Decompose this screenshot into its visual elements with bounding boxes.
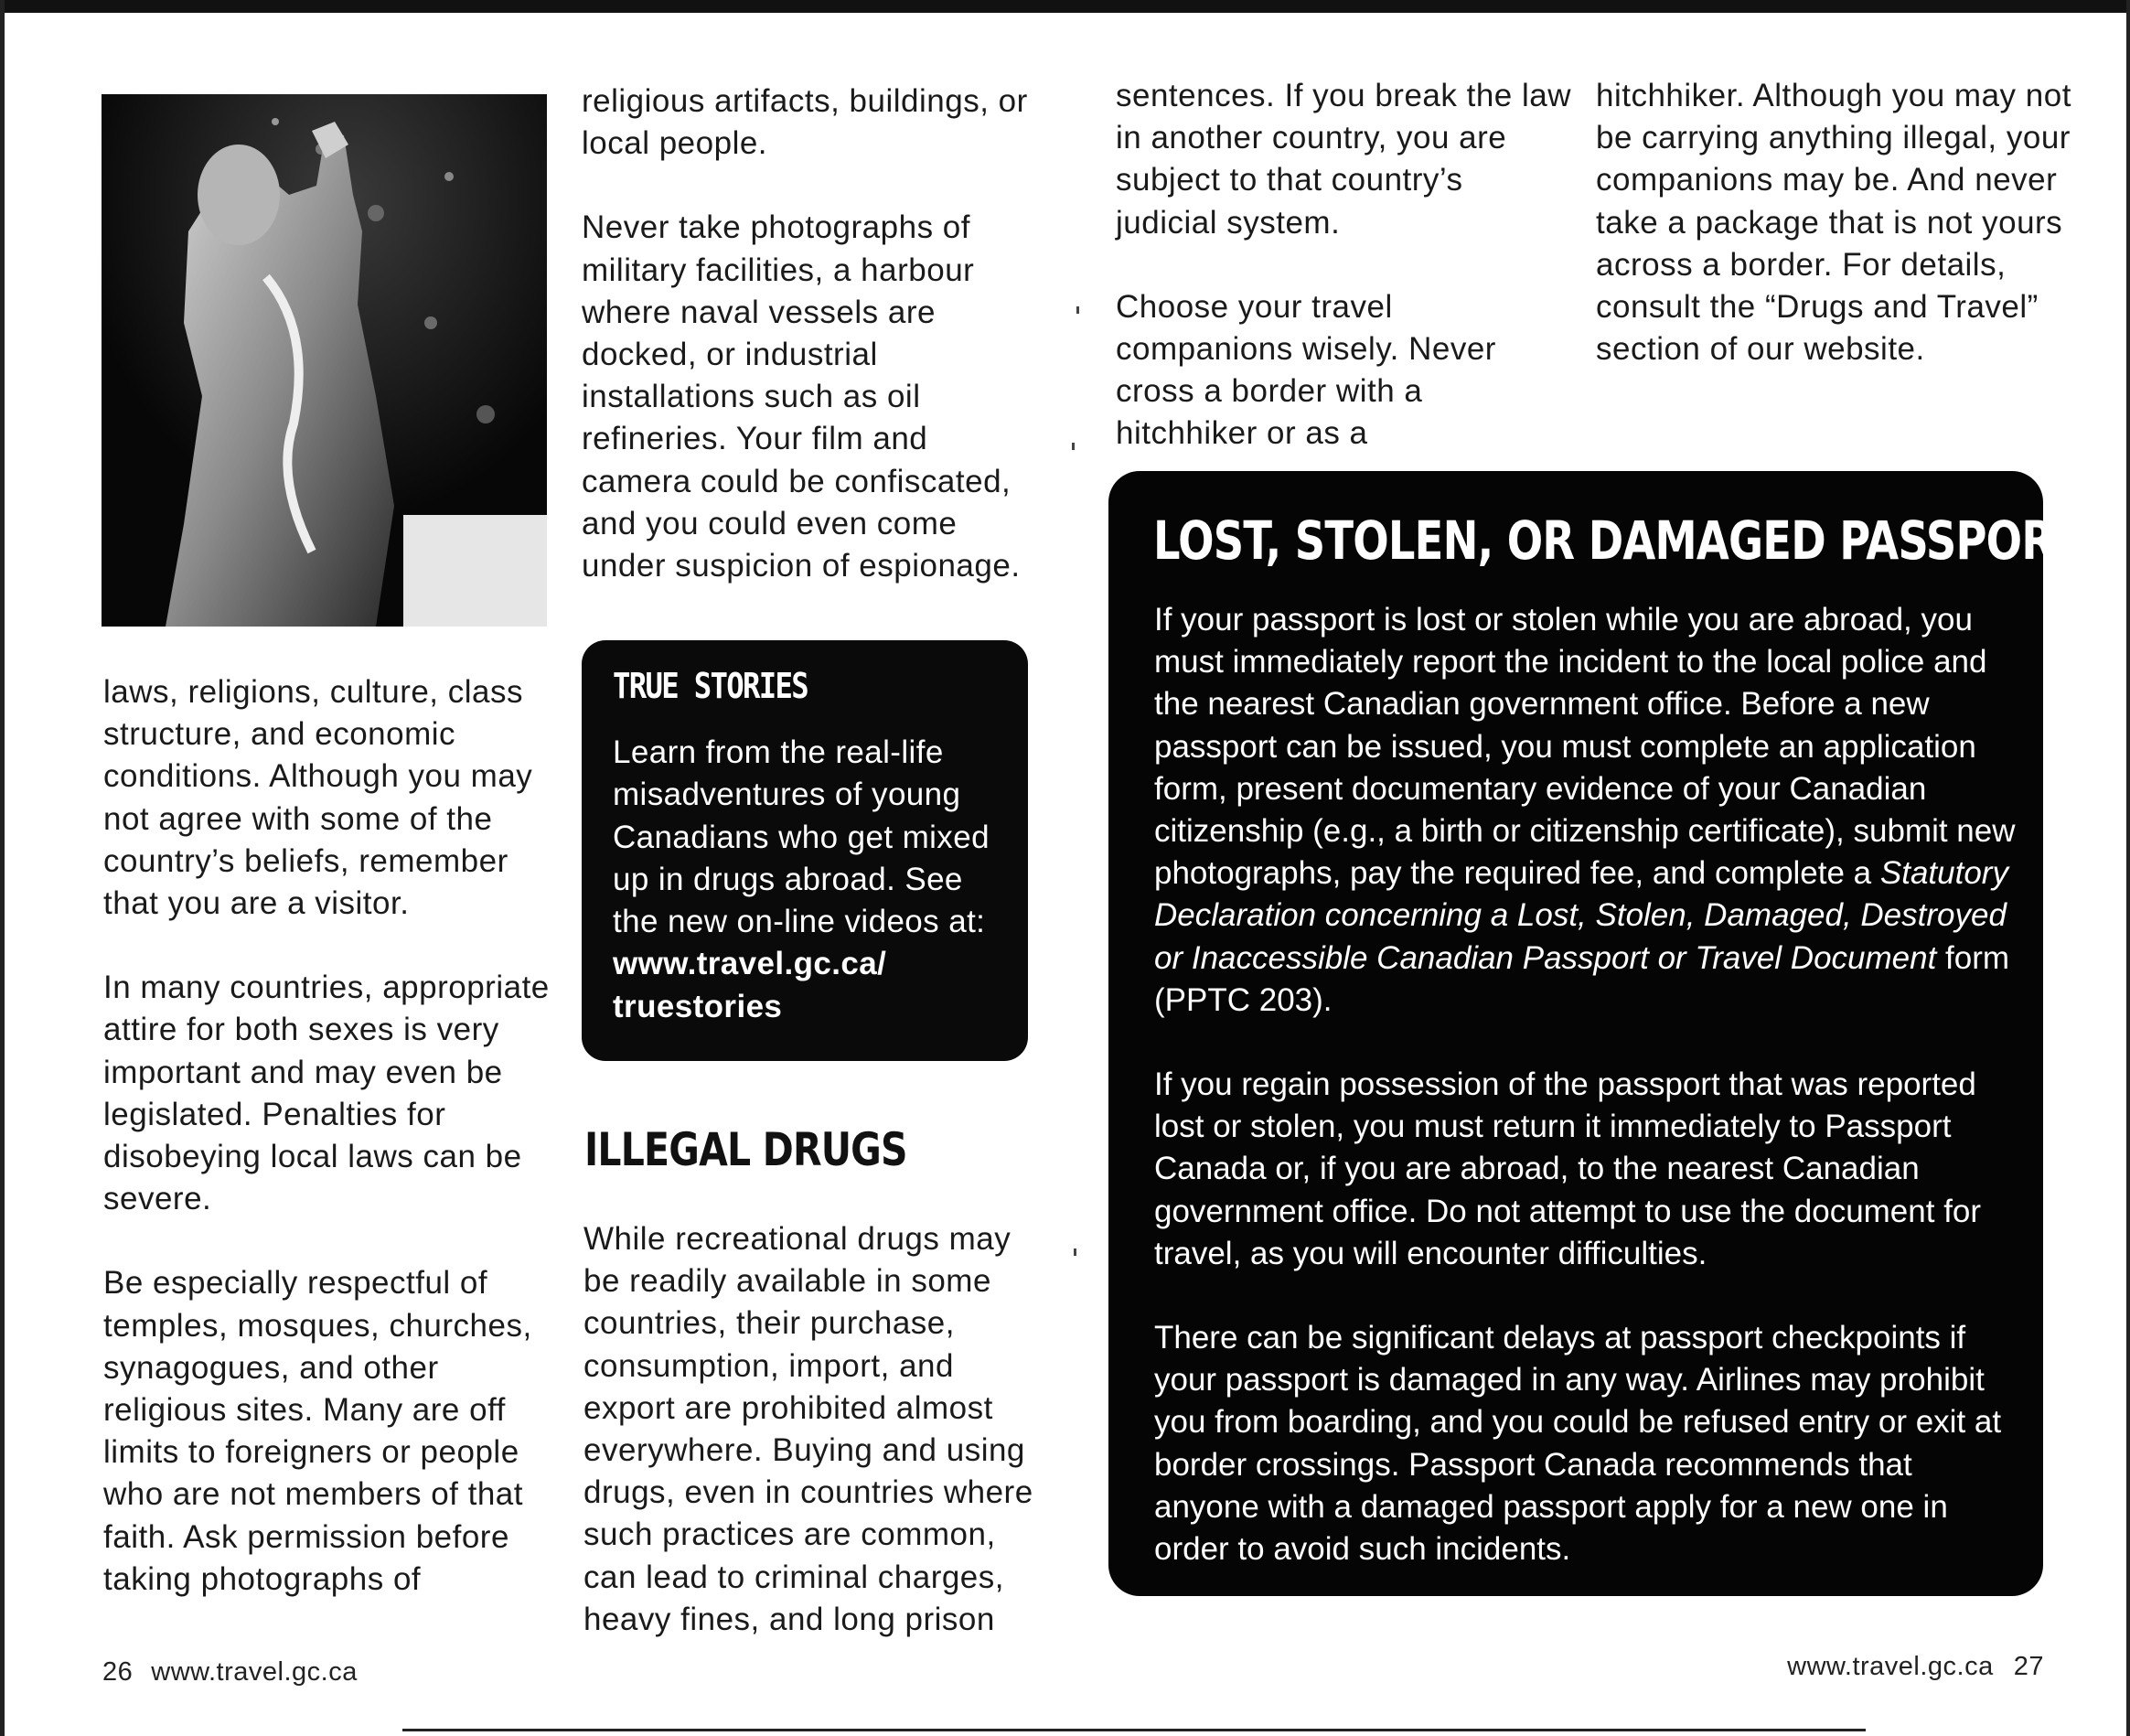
paragraph-customs: laws, religions, culture, class structure, and economic conditions. Although you may not agree with some of the country’s beliefs, remember that you are a visitor. bbox=[103, 674, 533, 922]
gutter-mark bbox=[1074, 1248, 1076, 1256]
footer-left bbox=[102, 1657, 358, 1688]
passport-paragraph-3: There can be significant delays at passport checkpoints if your passport is damaged in any way. Airlines may prohibit you from boarding, and you could be refused entry or exit at border crossings. Passport Canada recommends that anyone with a damaged passport apply for a new one in order to avoid such incidents. bbox=[1154, 1320, 2002, 1568]
footer-url-left: www.travel.gc.ca bbox=[151, 1657, 358, 1687]
paragraph-hitchhiker: hitchhiker. Although you may not be carrying anything illegal, your companions may be. And never take a package that is not yours across a border. For details, consult the “Drugs and Travel” section of our website. bbox=[1596, 78, 2071, 368]
passport-box-body bbox=[1154, 599, 2023, 1570]
column-4-text bbox=[1596, 75, 2071, 370]
footer-url-right: www.travel.gc.ca bbox=[1787, 1652, 1994, 1681]
illegal-drugs-text bbox=[583, 1218, 1050, 1641]
scan-border-right bbox=[2126, 0, 2130, 1736]
passport-p1-text: If your passport is lost or stolen while you are abroad, you must immediately report the incident to the local police and the nearest Canadian government office. Before a new passport can be issued, you must complete an application form, present documentary evidence of your Canadian citizenship (e.g., a birth or citizenship certificate), submit new photographs, pay the required fee, and complete a bbox=[1154, 602, 2016, 892]
paragraph-photographs-military: Never take photographs of military facilities, a harbour where naval vessels are docked, or industrial installations such as oil refineries. Your film and camera could be confiscated, and you could even come under suspicion of espionage. bbox=[582, 209, 1021, 584]
passport-paragraph-1 bbox=[1154, 599, 2023, 1022]
scan-border-left bbox=[0, 0, 5, 1736]
paragraph-illegal-drugs: While recreational drugs may be readily available in some countries, their purchase, consumption, import, and export are prohibited almost everywhere. Buying and using drugs, even in countries where such practices are common, can lead to criminal charges, heavy fines, and long prison bbox=[583, 1221, 1033, 1637]
photo-tourist-taking-picture bbox=[102, 94, 547, 627]
true-stories-body bbox=[613, 732, 1001, 1028]
passport-box-title: LOST, STOLEN, OR DAMAGED PASSPORT bbox=[1153, 509, 2081, 572]
true-stories-box bbox=[582, 640, 1028, 1061]
illegal-drugs-heading: ILLEGAL DRUGS bbox=[584, 1123, 907, 1176]
footer-right bbox=[1787, 1652, 2044, 1682]
passport-p1-tail: form (PPTC 203). bbox=[1154, 939, 2010, 1018]
page-number-left: 26 bbox=[102, 1657, 134, 1687]
scan-border-bottom bbox=[402, 1729, 1866, 1731]
gutter-mark bbox=[1076, 306, 1079, 314]
paragraph-sentences: sentences. If you break the law in another country, you are subject to that country’s judicial system. bbox=[1116, 78, 1571, 241]
paragraph-religious-sites: Be especially respectful of temples, mosques, churches, synagogues, and other religious sites. Many are off limits to foreigners or people who are not members of that faith. Ask permission before taking photographs of bbox=[103, 1265, 532, 1597]
scan-border-top bbox=[0, 0, 2130, 13]
passport-p1-form-title: Statutory Declaration concerning a Lost, Stolen, Damaged, Destroyed or Inaccessible Canadian Passport or Travel Document bbox=[1154, 855, 2008, 976]
page-number-right: 27 bbox=[2013, 1652, 2044, 1681]
paragraph-travel-companions: Choose your travel companions wisely. Never cross a border with a hitchhiker or as a bbox=[1116, 288, 1496, 452]
lost-stolen-passport-box bbox=[1108, 471, 2081, 1596]
column-1-text bbox=[103, 671, 561, 1601]
column-3-text bbox=[1116, 75, 1573, 455]
true-stories-title: TRUE STORIES bbox=[613, 666, 808, 706]
true-stories-text: Learn from the real-life misadventures of young Canadians who get mixed up in drugs abroad. See the new on-line videos at: bbox=[613, 734, 990, 940]
passport-paragraph-2: If you regain possession of the passport that was reported lost or stolen, you must return it immediately to Passport Canada or, if you are abroad, to the nearest Canadian government office. Do not attempt to use the document for travel, as you will encounter difficulties. bbox=[1154, 1066, 1982, 1271]
paragraph-attire: In many countries, appropriate attire for both sexes is very important and may even be legislated. Penalties for disobeying local laws can be severe. bbox=[103, 970, 550, 1217]
true-stories-link-line1[interactable]: www.travel.gc.ca/ bbox=[613, 946, 887, 982]
true-stories-link-line2[interactable]: truestories bbox=[613, 988, 783, 1024]
paragraph-artifacts: religious artifacts, buildings, or local people. bbox=[582, 83, 1028, 162]
gutter-mark bbox=[1072, 443, 1075, 450]
column-2-text bbox=[582, 80, 1039, 587]
